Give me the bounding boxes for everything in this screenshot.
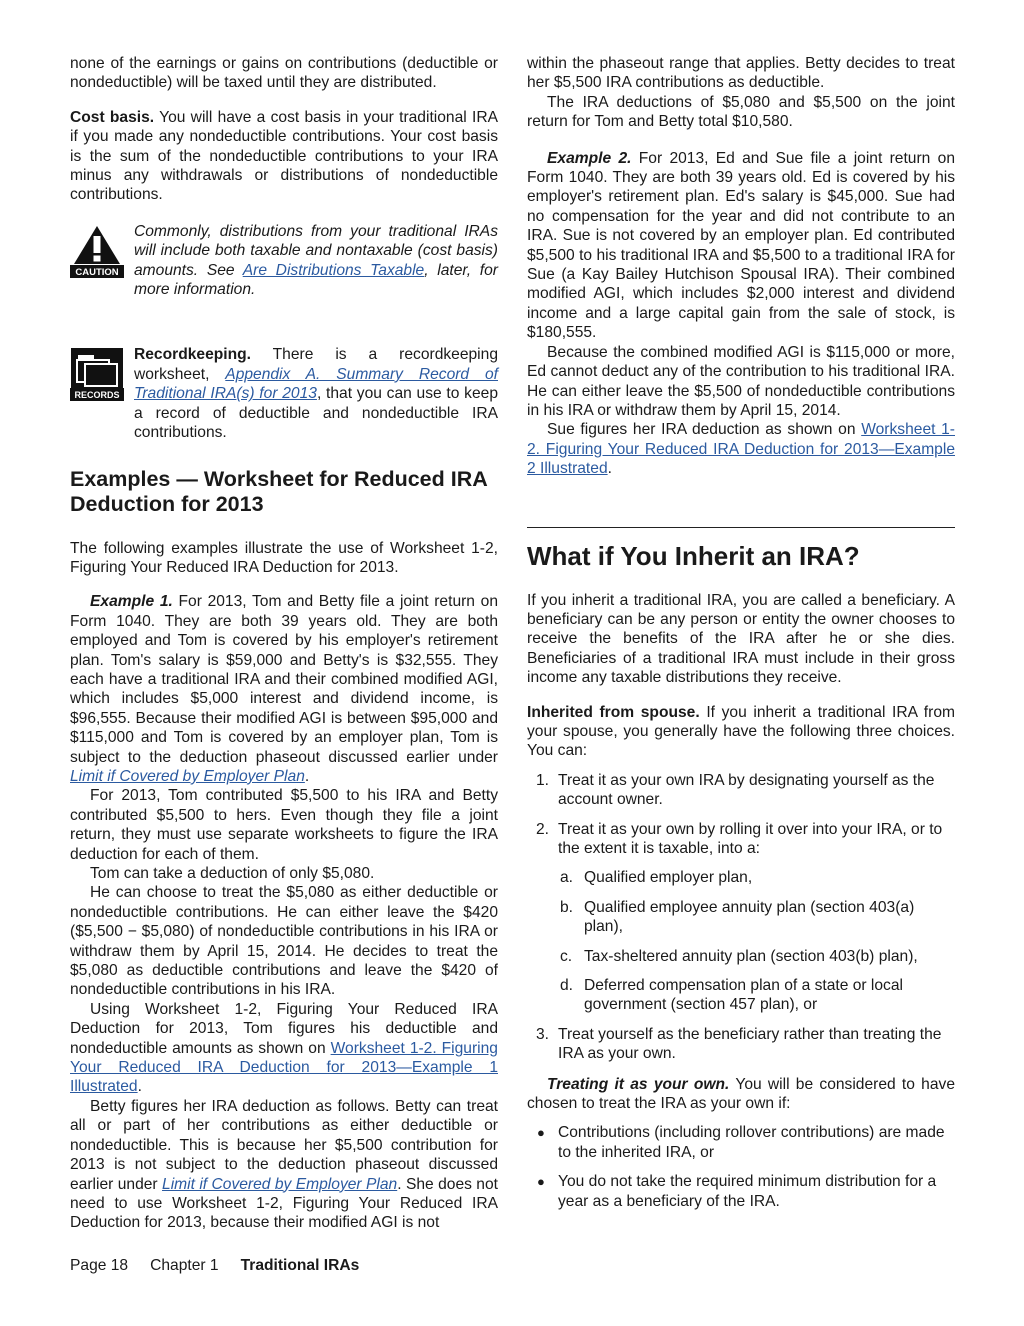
betty-text-part2: . She does not need to use Worksheet 1-2, Figuring Your Reduced IRA Deduction for 2013, because their modified AGI is not <box>70 1175 498 1232</box>
records-icon-label: RECORDS <box>74 390 120 401</box>
total-deductions-paragraph: The IRA deductions of $5,080 and $5,500 on the joint return for Tom and Betty total $10,580. <box>527 93 955 131</box>
caution-icon-label: CAUTION <box>75 266 119 278</box>
list-marker: c. <box>560 947 573 965</box>
page-number: Page 18 <box>70 1257 129 1274</box>
list-marker: 1. <box>536 771 550 789</box>
sue-deduction-paragraph <box>527 420 955 478</box>
example-1-text-part2: . <box>304 767 310 785</box>
right-column <box>527 54 955 1211</box>
recordkeeping-text-part1: There is a recordkeeping worksheet, <box>134 346 498 383</box>
treating-as-own-text: You will be considered to have chosen to treat the IRA as your own if: <box>527 1075 955 1113</box>
tom-worksheet-paragraph <box>70 1000 498 1097</box>
sub-list-item <box>527 898 955 937</box>
list-item-text: Deferred compensation plan of a state or local government (section 457 plan), or <box>584 977 903 1014</box>
list-item-text: Qualified employee annuity plan (section 403(a) plan), <box>584 898 915 936</box>
inherited-from-spouse-paragraph <box>527 703 955 761</box>
link-worksheet-example-1[interactable]: Worksheet 1-2. Figuring Your Reduced IRA Deduction for 2013—Example 1 Illustrated <box>70 1039 498 1096</box>
caution-text <box>134 222 498 300</box>
bullet-item-text: Contributions (including rollover contributions) are made to the inherited IRA, or <box>558 1124 945 1161</box>
sub-list-item <box>527 868 955 887</box>
inherit-paragraph: If you inherit a traditional IRA, you are called a beneficiary. A beneficiary can be any person or entity the owner chooses to receive the benefits of the IRA after he or she dies. Beneficiaries of a traditional IRA must include in their gross income any taxable distributions they receive. <box>527 591 955 687</box>
records-note <box>70 345 498 442</box>
choices-list <box>527 771 955 1064</box>
list-item-text: Qualified employer plan, <box>584 869 753 887</box>
betty-paragraph <box>70 1097 498 1233</box>
list-marker: a. <box>560 869 574 887</box>
example-2-paragraph <box>527 149 955 343</box>
tom-choice-paragraph: He can choose to treat the $5,080 as either deductible or nondeductible contributions. He can either leave the $420 ($5,500 − $5,080) of nondeductible contributions in his IRA or withdraw them by April 15, 2014. He decides to treat the $5,080 as deductible contributions and leave the $420 of nondeductible contributions in his IRA. <box>70 884 498 999</box>
tom-worksheet-text-part1: Using Worksheet 1-2, Figuring Your Reduced IRA Deduction for 2013, Tom figures his deductible and nondeductible amounts as shown on <box>70 1000 498 1057</box>
example-1-heading: Example 1. <box>90 593 173 611</box>
sub-list-item <box>527 947 955 966</box>
list-item-text: Treat it as your own IRA by designating yourself as the account owner. <box>558 771 935 809</box>
example-2-text: For 2013, Ed and Sue file a joint return on Form 1040. They are both 39 years old. Ed is covered by his employer's retirement plan. Ed's salary is $45,000. Sue had no compensation for the year and did not contribute to an IRA. Sue is not covered by an employer plan. Ed contributed $5,500 to his traditional IRA and $5,500 to a traditional IRA for Sue (a Kay Bailey Hutchison Spousal IRA). Their combined modified AGI, which includes $2,000 interest and dividend income and a large capital gain from the sale of stock, is $180,555. <box>527 149 955 342</box>
recordkeeping-paragraph <box>134 345 498 442</box>
link-limit-covered-employer-plan-2[interactable]: Limit if Covered by Employer Plan <box>162 1175 398 1193</box>
sue-text-part1: Sue figures her IRA deduction as shown on <box>547 421 862 439</box>
example-1-paragraph <box>70 592 498 786</box>
tom-contribution-paragraph: For 2013, Tom contributed $5,500 to his IRA and Betty contributed $5,500 to hers. Even though they file a joint return, they must use separate worksheets to figure the IRA deduction for each of them. <box>70 787 498 863</box>
caution-text-part1: Commonly, distributions from your traditional IRAs will include both taxable and nontaxable (cost basis) amounts. See <box>134 222 498 279</box>
link-worksheet-example-2[interactable]: Worksheet 1-2. Figuring Your Reduced IRA Deduction for 2013—Example 2 Illustrated <box>527 421 955 478</box>
link-limit-covered-employer-plan-1[interactable]: Limit if Covered by Employer Plan <box>70 767 305 785</box>
caution-text-part2: , later, for more information. <box>134 261 498 299</box>
chapter-label: Chapter 1 <box>150 1257 219 1274</box>
betty-text-part1: Betty figures her IRA deduction as follows. Betty can treat all or part of her contributions as either deductible or nondeductible. This is because her $5,500 contribution for 2013 is not subject to the deduction phaseout discussed earlier under <box>70 1097 498 1193</box>
intro-paragraph: none of the earnings or gains on contributions (deductible or nondeductible) will be taxed until they are distributed. <box>70 55 498 92</box>
bullet-list <box>527 1123 955 1211</box>
continuation-paragraph: within the phaseout range that applies. Betty decides to treat her $5,500 IRA contributions as deductible. <box>527 55 955 92</box>
sub-list-item <box>527 976 955 1015</box>
treating-as-own-heading: Treating it as your own. <box>547 1075 730 1093</box>
tom-deduction-paragraph: Tom can take a deduction of only $5,080. <box>90 865 375 882</box>
list-item <box>527 820 955 859</box>
inherited-from-spouse-heading: Inherited from spouse. <box>527 703 700 721</box>
examples-intro-paragraph: The following examples illustrate the use of Worksheet 1-2, Figuring Your Reduced IRA Deduction for 2013. <box>70 539 498 576</box>
list-item <box>527 1025 955 1064</box>
caution-note <box>70 222 498 300</box>
link-are-distributions-taxable[interactable]: Are Distributions Taxable <box>242 261 425 279</box>
bullet-icon: ● <box>537 1174 545 1190</box>
list-marker: b. <box>560 898 574 916</box>
tom-worksheet-text-part2: . <box>137 1078 142 1096</box>
cost-basis-paragraph <box>70 108 498 205</box>
ed-cannot-deduct-paragraph: Because the combined modified AGI is $115,000 or more, Ed cannot deduct any of the contribution to his traditional IRA. He can either leave the $5,500 of nondeductible contributions in his IRA or withdraw them by April 15, 2014. <box>527 343 955 419</box>
records-icon <box>70 347 124 401</box>
recordkeeping-text-part2: , that you can use to keep a record of deductible and nondeductible IRA contributions. <box>134 385 498 442</box>
heading-inherit-ira: What if You Inherit an IRA? <box>527 540 860 571</box>
list-marker: 3. <box>536 1025 550 1043</box>
bullet-item <box>527 1172 955 1211</box>
list-marker: 2. <box>536 820 550 838</box>
list-item-text: Treat yourself as the beneficiary rather than treating the IRA as your own. <box>558 1025 942 1063</box>
list-item-text: Treat it as your own by rolling it over into your IRA, or to the extent it is taxable, into a: <box>558 820 943 857</box>
cost-basis-heading: Cost basis. <box>70 108 155 126</box>
chapter-title: Traditional IRAs <box>240 1257 360 1274</box>
recordkeeping-heading: Recordkeeping. <box>134 346 251 364</box>
section-divider <box>527 527 955 528</box>
example-1-text-part1: For 2013, Tom and Betty file a joint return on Form 1040. They are both 39 years old. They are both employed and Tom is covered by his employer's retirement plan. Tom's salary is $59,000 and Betty's is $32,555. They each have a traditional IRA and their combined modified AGI, which includes $5,000 interest and dividend income, is $96,555. Because their modified AGI is between $95,000 and $115,000 and Tom is covered by an employer plan, Tom is subject to the deduction phaseout discussed earlier under <box>70 593 498 766</box>
inherited-from-spouse-text: If you inherit a traditional IRA from your spouse, you generally have the following three choices. You can: <box>527 703 955 760</box>
caution-icon <box>70 224 124 278</box>
sue-text-part2: . <box>607 460 612 478</box>
list-item <box>527 771 955 810</box>
list-item-text: Tax-sheltered annuity plan (section 403(b) plan), <box>584 947 918 965</box>
example-2-heading: Example 2. <box>547 149 632 167</box>
left-column <box>70 54 498 1233</box>
link-appendix-a[interactable]: Appendix A. Summary Record of Traditional IRA(s) for 2013 <box>134 365 498 403</box>
page-footer <box>70 1257 359 1275</box>
bullet-item <box>527 1123 955 1162</box>
cost-basis-text: You will have a cost basis in your traditional IRA if you made any nondeductible contributions. Your cost basis is the sum of the nondeductible contributions to your IRA minus any withdrawals or distributions of nondeductible contributions. <box>70 108 498 204</box>
list-marker: d. <box>560 977 574 995</box>
treating-as-own-paragraph <box>527 1075 955 1114</box>
section-title-examples: Examples — Worksheet for Reduced IRA Deduction for 2013 <box>70 466 487 516</box>
bullet-icon: ● <box>537 1125 545 1141</box>
bullet-item-text: You do not take the required minimum distribution for a year as a beneficiary of the IRA. <box>558 1173 937 1210</box>
